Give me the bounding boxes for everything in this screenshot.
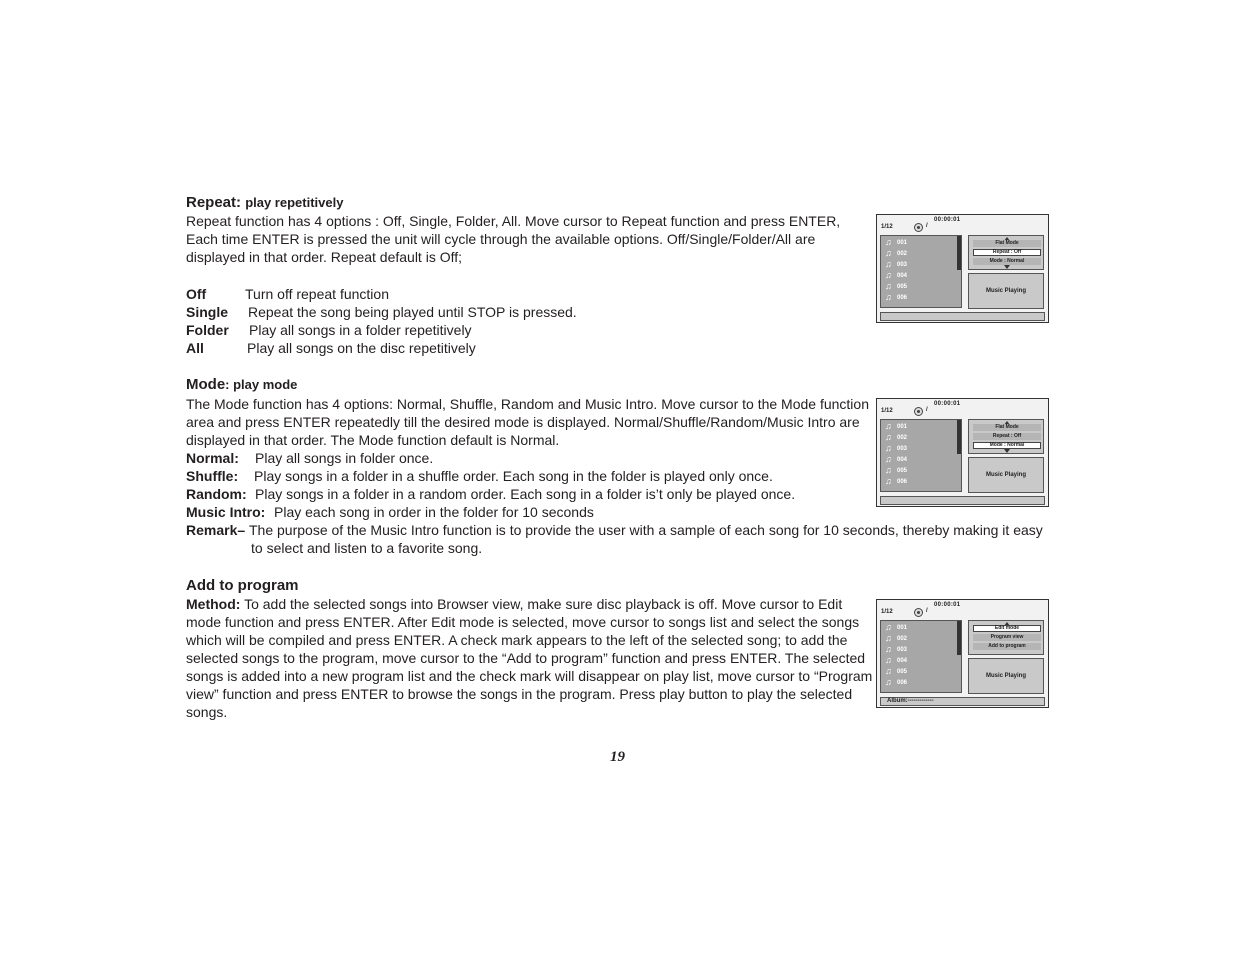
song-item: [885, 433, 907, 443]
option-desc: Play songs in a folder in a shuffle order. Each song in the folder is played only once.: [254, 468, 773, 484]
song-item: [885, 238, 907, 248]
song-item: [885, 260, 907, 270]
song-item: [885, 444, 907, 454]
menu-item: Repeat : Off: [973, 433, 1041, 440]
music-note-icon: ♫: [885, 259, 892, 269]
repeat-option-single: [186, 303, 577, 321]
music-note-icon: ♫: [885, 237, 892, 247]
repeat-title: Repeat:: [186, 194, 242, 211]
remark-continuation: to select and listen to a favorite song.: [251, 540, 483, 556]
song-item: [885, 249, 907, 259]
music-note-icon: ♫: [885, 292, 892, 302]
info-bar: [880, 312, 1045, 321]
song-item: [885, 466, 907, 476]
option-desc: Play all songs in folder once.: [255, 450, 434, 466]
song-number: 006: [897, 294, 908, 301]
option-menu: [968, 419, 1044, 454]
list-scrollbar: [957, 621, 961, 655]
option-term: Off: [186, 286, 207, 302]
menu-item: Mode : Normal: [973, 442, 1041, 449]
mode-option-random: [186, 485, 795, 503]
song-number: 005: [897, 467, 908, 474]
playback-status: Music Playing: [968, 457, 1044, 493]
program-line-7: songs.: [186, 704, 228, 720]
time-display: 00:00:01: [934, 217, 961, 223]
song-item: [885, 271, 907, 281]
song-number: 003: [897, 646, 908, 653]
song-number: 003: [897, 445, 908, 452]
program-heading: Add to program: [186, 577, 299, 594]
menu-item: Flat Mode: [973, 424, 1041, 431]
menu-item: Program view: [973, 634, 1041, 641]
option-term: Random:: [186, 486, 247, 502]
playback-status: Music Playing: [968, 658, 1044, 694]
program-line-2: mode function and press ENTER. After Edit mode is selected, move cursor to songs list and select the songs: [186, 614, 860, 630]
music-note-icon: ♫: [885, 655, 892, 665]
song-number: 004: [897, 456, 908, 463]
mode-heading: [186, 376, 297, 393]
path-slash: /: [926, 223, 928, 229]
repeat-option-folder: [186, 321, 472, 339]
repeat-line-1: Repeat function has 4 options : Off, Single, Folder, All. Move cursor to Repeat function and press ENTER,: [186, 213, 841, 229]
music-note-icon: ♫: [885, 421, 892, 431]
menu-item: Edit mode: [973, 625, 1041, 632]
repeat-line-2: Each time ENTER is pressed the unit will cycle through the available options. Off/Single/Folder/All are: [186, 231, 816, 247]
song-item: [885, 293, 907, 303]
music-note-icon: ♫: [885, 443, 892, 453]
track-counter: 1/12: [881, 408, 893, 414]
menu-item: Mode : Normal: [973, 258, 1041, 265]
program-line-3: which will be compiled and press ENTER. A check mark appears to the left of the selected song; to add the: [186, 632, 848, 648]
song-item: [885, 623, 907, 633]
mode-option-normal: [186, 449, 433, 467]
song-number: 006: [897, 478, 908, 485]
music-note-icon: ♫: [885, 622, 892, 632]
song-number: 002: [897, 434, 908, 441]
song-number: 005: [897, 668, 908, 675]
song-list: [880, 235, 962, 308]
time-display: 00:00:01: [934, 602, 961, 608]
track-counter: 1/12: [881, 224, 893, 230]
arrow-down-icon: [1004, 265, 1010, 269]
music-note-icon: ♫: [885, 454, 892, 464]
page-number: 19: [610, 749, 625, 765]
repeat-option-off: [186, 285, 389, 303]
time-display: 00:00:01: [934, 401, 961, 407]
program-line-5: songs is added into a new program list and the check mark will disappear on play list, move cursor to “Program: [186, 668, 873, 684]
song-item: [885, 645, 907, 655]
disc-icon: [914, 407, 923, 416]
list-scrollbar: [957, 236, 961, 270]
program-line-4: selected songs to the program, move cursor to the “Add to program” function and press ENTER. The selected: [186, 650, 866, 666]
repeat-subtitle: play repetitively: [245, 195, 344, 210]
song-number: 001: [897, 239, 908, 246]
option-term: Shuffle:: [186, 468, 239, 484]
screen-mockup-program: [876, 599, 1049, 708]
repeat-heading: [186, 194, 343, 211]
arrow-down-icon: [1004, 449, 1010, 453]
music-note-icon: ♫: [885, 644, 892, 654]
screen-mockup-repeat: [876, 214, 1049, 323]
song-number: 003: [897, 261, 908, 268]
music-note-icon: ♫: [885, 248, 892, 258]
path-slash: /: [926, 608, 928, 614]
mode-line-1: The Mode function has 4 options: Normal, Shuffle, Random and Music Intro. Move cursor to the Mode function: [186, 396, 869, 412]
repeat-option-all: [186, 339, 476, 357]
mode-line-2: area and press ENTER repeatedly till the desired mode is displayed. Normal/Shuffle/Random/Music Intro are: [186, 414, 860, 430]
song-number: 002: [897, 250, 908, 257]
menu-item: Add to program: [973, 643, 1041, 650]
mode-line-3: displayed in that order. The Mode function default is Normal.: [186, 432, 560, 448]
program-line-6: view” function and press ENTER to browse the songs in the program. Press play button to play the selected: [186, 686, 853, 702]
mode-title: Mode: [186, 376, 226, 393]
screen-mockup-mode: [876, 398, 1049, 507]
song-item: [885, 667, 907, 677]
song-item: [885, 634, 907, 644]
song-number: 004: [897, 657, 908, 664]
path-slash: /: [926, 407, 928, 413]
info-bar: Album:-------------: [880, 697, 1045, 706]
music-note-icon: ♫: [885, 633, 892, 643]
music-note-icon: ♫: [885, 270, 892, 280]
playback-status: Music Playing: [968, 273, 1044, 309]
song-item: [885, 656, 907, 666]
option-term: Folder: [186, 322, 229, 338]
option-menu: [968, 620, 1044, 655]
song-number: 006: [897, 679, 908, 686]
option-term: All: [186, 340, 204, 356]
music-note-icon: ♫: [885, 476, 892, 486]
mode-option-shuffle: [186, 467, 773, 485]
option-desc: Play all songs on the disc repetitively: [247, 340, 476, 356]
program-method: [186, 595, 842, 613]
option-desc: Repeat the song being played until STOP is pressed.: [248, 304, 577, 320]
method-text: To add the selected songs into Browser view, make sure disc playback is off. Move cursor to Edit: [244, 596, 843, 612]
song-number: 002: [897, 635, 908, 642]
music-note-icon: ♫: [885, 432, 892, 442]
song-item: [885, 477, 907, 487]
disc-icon: [914, 608, 923, 617]
music-note-icon: ♫: [885, 465, 892, 475]
music-note-icon: ♫: [885, 281, 892, 291]
music-note-icon: ♫: [885, 677, 892, 687]
song-number: 005: [897, 283, 908, 290]
option-term: Single: [186, 304, 229, 320]
option-menu: [968, 235, 1044, 270]
song-item: [885, 422, 907, 432]
option-term: Music Intro:: [186, 504, 266, 520]
option-desc: Play songs in a folder in a random order. Each song in a folder is’t only be played once.: [255, 486, 796, 502]
option-term: Normal:: [186, 450, 239, 466]
menu-item: Repeat : Off: [973, 249, 1041, 256]
disc-icon: [914, 223, 923, 232]
info-bar: [880, 496, 1045, 505]
mode-option-music-intro: [186, 503, 594, 521]
repeat-line-3: displayed in that order. Repeat default is Off;: [186, 249, 463, 265]
song-item: [885, 455, 907, 465]
mode-subtitle: : play mode: [225, 377, 298, 392]
remark-text: The purpose of the Music Intro function is to provide the user with a sample of each song for 10 seconds, thereby making it easy: [249, 522, 1043, 538]
song-list: [880, 620, 962, 693]
music-note-icon: ♫: [885, 666, 892, 676]
list-scrollbar: [957, 420, 961, 454]
option-desc: Play all songs in a folder repetitively: [249, 322, 472, 338]
option-desc: Play each song in order in the folder for 10 seconds: [274, 504, 594, 520]
song-list: [880, 419, 962, 492]
song-number: 001: [897, 624, 908, 631]
track-counter: 1/12: [881, 609, 893, 615]
mode-remark: [186, 521, 1043, 539]
menu-item: Flat Mode: [973, 240, 1041, 247]
option-desc: Turn off repeat function: [245, 286, 389, 302]
song-number: 001: [897, 423, 908, 430]
song-number: 004: [897, 272, 908, 279]
song-item: [885, 678, 907, 688]
method-term: Method:: [186, 596, 241, 612]
song-item: [885, 282, 907, 292]
remark-term: Remark–: [186, 522, 246, 538]
